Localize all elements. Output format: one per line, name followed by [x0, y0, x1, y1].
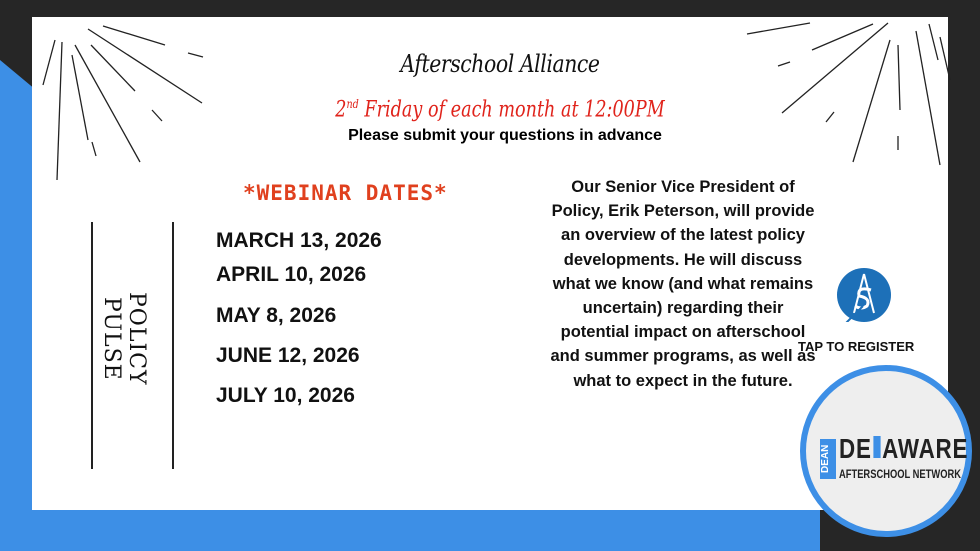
date-item: JUNE 12, 2026 [216, 344, 360, 367]
register-link[interactable]: TAP TO REGISTER [798, 339, 915, 354]
schedule-suffix: nd [346, 97, 359, 111]
schedule-ordinal: 2 [335, 97, 347, 123]
description: Our Senior Vice President of Policy, Erik Peterson, will provide an overview of the latest policy developments. He will discuss what we know (and what remains uncertain) regarding their potential impact on afterschool and summer programs, as well as what to expect in the future. [550, 178, 816, 390]
webinar-heading: *WEBINAR DATES* [243, 181, 448, 205]
afterschool-alliance-logo-icon [837, 268, 891, 322]
partner-name [839, 433, 968, 465]
partner-name-b: AWARE [882, 433, 969, 464]
advance-note: Please submit your questions in advance [348, 127, 662, 144]
org-title: Afterschool Alliance [400, 50, 600, 78]
date-item: MARCH 13, 2026 [216, 229, 382, 252]
date-item: MAY 8, 2026 [216, 304, 337, 327]
date-item: JULY 10, 2026 [216, 384, 355, 407]
schedule-line [100, 97, 900, 122]
divider-left [91, 222, 93, 469]
schedule-text: Friday of each month at 12:00PM [358, 97, 665, 123]
divider-right [172, 222, 174, 469]
series-title: POLICY PULSE [99, 291, 149, 386]
delaware-state-icon [873, 436, 880, 458]
register-logo-icon[interactable] [837, 268, 891, 322]
partner-name-a: DE [839, 433, 872, 464]
date-item: APRIL 10, 2026 [216, 263, 367, 286]
dean-label: DEAN [820, 439, 836, 479]
partner-network: AFTERSCHOOL NETWORK [839, 467, 962, 481]
partner-badge [800, 365, 972, 537]
